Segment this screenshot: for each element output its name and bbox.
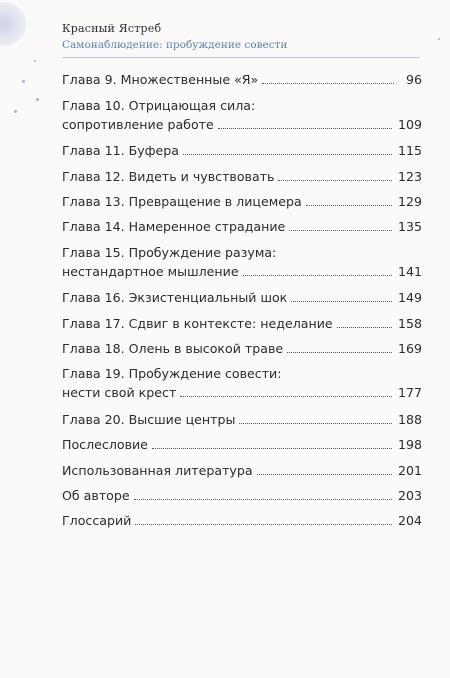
toc-page-number: 115 (397, 143, 422, 158)
ink-speck-decoration (22, 80, 25, 83)
toc-page-number: 129 (397, 194, 422, 209)
toc-line (62, 167, 422, 186)
toc-entry-title: Глава 17. Сдвиг в контексте: неделание (62, 316, 333, 331)
dot-leader (257, 474, 392, 475)
dot-leader (278, 180, 392, 181)
toc-entry (62, 314, 422, 333)
toc-entry (62, 339, 422, 358)
toc-entry-title: Глава 9. Множественные «Я» (62, 72, 259, 87)
toc-entry-title: Глава 13. Превращение в лицемера (62, 194, 302, 209)
toc-entry (62, 96, 422, 134)
toc-line (62, 288, 422, 307)
dot-leader (239, 423, 392, 424)
dot-leader (152, 448, 392, 449)
toc-line (62, 486, 422, 505)
toc-line (62, 70, 422, 89)
toc-entry-title: нестандартное мышление (62, 264, 239, 279)
dot-leader (262, 83, 394, 84)
toc-page-number: 169 (397, 341, 422, 356)
toc-line (62, 243, 422, 262)
ink-speck-decoration (438, 38, 440, 40)
toc-entry (62, 217, 422, 236)
toc-line (62, 262, 422, 281)
toc-line (62, 192, 422, 211)
toc-entry-title: Глава 14. Намеренное страдание (62, 219, 286, 234)
toc-entry-title: Глава 11. Буфера (62, 143, 179, 158)
toc-entry-title: Глава 20. Высшие центры (62, 412, 236, 427)
toc-page-number: 201 (397, 463, 422, 478)
toc-line (62, 141, 422, 160)
toc-entry-title: Глоссарий (62, 513, 132, 528)
ink-blot-decoration (0, 2, 26, 46)
book-title: Самонаблюдение: пробуждение совести (62, 39, 288, 51)
toc-entry-title: Глава 16. Экзистенциальный шок (62, 290, 288, 305)
toc-entry (62, 141, 422, 160)
toc-line (62, 511, 422, 530)
toc-entry-title: Глава 12. Видеть и чувствовать (62, 169, 275, 184)
dot-leader (135, 524, 392, 525)
toc-line (62, 96, 422, 115)
author-name: Красный Ястреб (62, 22, 162, 35)
toc-entry-title: нести свой крест (62, 385, 177, 400)
toc-entry-title: Глава 10. Отрицающая сила: (62, 98, 256, 113)
toc-entry-title: Глава 19. Пробуждение совести: (62, 366, 282, 381)
running-header (62, 22, 287, 51)
dot-leader (243, 275, 392, 276)
toc-entry-title: Об авторе (62, 488, 130, 503)
dot-leader (289, 230, 392, 231)
dot-leader (180, 396, 392, 397)
dot-leader (291, 301, 392, 302)
toc-page-number: 135 (397, 219, 422, 234)
toc-entry (62, 192, 422, 211)
toc-entry-title: Глава 15. Пробуждение разума: (62, 245, 277, 260)
toc-line (62, 314, 422, 333)
toc-entry (62, 167, 422, 186)
toc-line (62, 435, 422, 454)
dot-leader (287, 352, 392, 353)
toc-entry (62, 486, 422, 505)
toc-entry (62, 461, 422, 480)
toc-line (62, 339, 422, 358)
toc-entry (62, 243, 422, 281)
toc-page-number: 149 (397, 290, 422, 305)
dot-leader (183, 154, 392, 155)
toc-entry (62, 511, 422, 530)
toc-line (62, 115, 422, 134)
toc-line (62, 217, 422, 236)
ink-speck-decoration (34, 60, 36, 62)
toc-page-number: 109 (397, 117, 422, 132)
toc-page-number: 177 (397, 385, 422, 400)
dot-leader (218, 128, 392, 129)
toc-page-number: 198 (397, 437, 422, 452)
toc-entry-title: Использованная литература (62, 463, 253, 478)
toc-entry (62, 410, 422, 429)
toc-page-number: 96 (405, 72, 422, 87)
dot-leader (306, 205, 392, 206)
toc-page-number: 158 (397, 316, 422, 331)
toc-entry (62, 364, 422, 402)
dot-leader (134, 499, 392, 500)
toc-entry-title: сопротивление работе (62, 117, 214, 132)
toc-line (62, 461, 422, 480)
toc-entry-title: Глава 18. Олень в высокой траве (62, 341, 284, 356)
toc-line (62, 364, 422, 383)
toc-page-number: 123 (397, 169, 422, 184)
ink-speck-decoration (14, 110, 17, 113)
toc-entry (62, 70, 422, 89)
toc-line (62, 410, 422, 429)
toc-line (62, 383, 422, 402)
dot-leader (337, 327, 392, 328)
toc-entry (62, 288, 422, 307)
toc-page-number: 204 (397, 513, 422, 528)
ink-speck-decoration (36, 98, 39, 101)
toc-entry-title: Послесловие (62, 437, 148, 452)
toc-entry (62, 435, 422, 454)
toc-page-number: 141 (397, 264, 422, 279)
toc-page-number: 188 (397, 412, 422, 427)
toc-page-number: 203 (397, 488, 422, 503)
header-divider (62, 57, 420, 58)
